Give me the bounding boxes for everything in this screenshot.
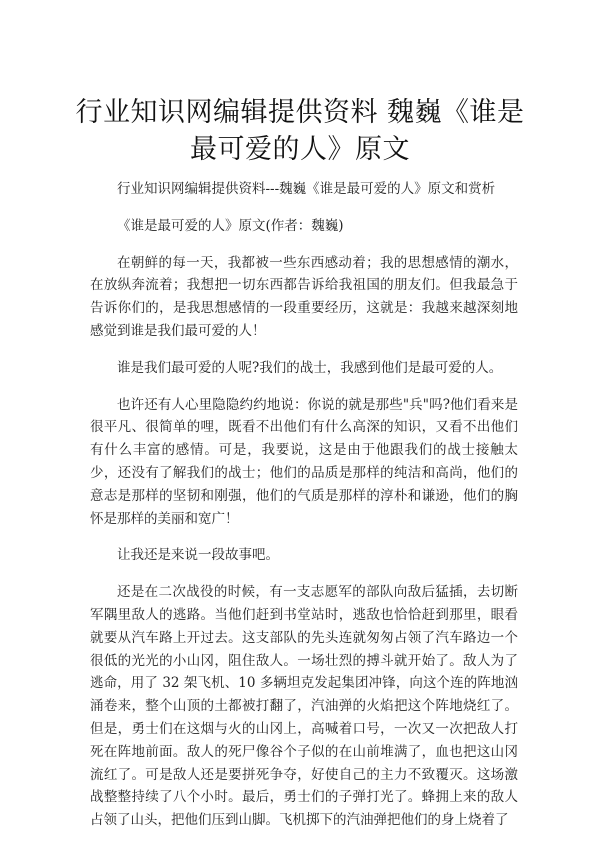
body-paragraph: 还是在二次战役的时候，有一支志愿军的部队向敌后猛插，去切断军隅里敌人的逃路。当他们赶到书堂站时，逃敌也恰恰赶到那里，眼看就要从汽车路上开过去。这支部队的先头连就匆匆占领了汽车路边一个很低的光光的小山冈，阻住敌人。一场壮烈的搏斗就开始了。敌人为了逃命，用了 32 架飞机、10 多辆坦克发起集团冲锋，向这个连的阵地汹涌卷来，整个山顶的土都被打翻了，汽油弹的火焰把这个阵地烧红了。但是，勇士们在这烟与火的山冈上，高喊着口号，一次又一次把敌人打死在阵地前面。敌人的死尸像谷个子似的在山前堆满了，血也把这山冈流红了。可是敌人还是要拼死争夺，好使自己的主力不致覆灭。这场激战整整持续了八个小时。最后，勇士们的子弹打光了。蜂拥上来的敌人占领了山头，把他们压到山脚。飞机掷下的汽油弹把他们的身上烧着了	[90, 584, 518, 829]
author-line: 《谁是最可爱的人》原文(作者：魏巍)	[117, 217, 344, 234]
subtitle-paragraph: 行业知识网编辑提供资料---魏巍《谁是最可爱的人》原文和赏析	[117, 181, 496, 197]
title-line-1: 行业知识网编辑提供资料 魏巍《谁是	[75, 97, 525, 129]
document-title	[60, 94, 540, 168]
title-line-2: 最可爱的人》原文	[190, 134, 410, 166]
body-paragraph: 谁是我们最可爱的人呢?我们的战士，我感到他们是最可爱的人。	[117, 359, 503, 376]
document-body	[90, 178, 518, 846]
body-paragraph: 让我还是来说一段故事吧。	[117, 547, 279, 564]
body-paragraph: 在朝鲜的每一天，我都被一些东西感动着；我的思想感情的潮水，在放纵奔流着；我想把一切东西都告诉给我祖国的朋友们。但我最急于告诉你们的，是我思想感情的一段重要经历，这就是：我越来越深刻地感觉到谁是我们最可爱的人！	[90, 254, 518, 339]
body-paragraph: 也许还有人心里隐隐约约地说：你说的就是那些"兵"吗?他们看来是很平凡、很简单的哩，既看不出他们有什么高深的知识，又看不出他们有什么丰富的感情。可是，我要说，这是由于他跟我们的战士接触太少，还没有了解我们的战士；他们的品质是那样的纯洁和高尚，他们的意志是那样的坚韧和刚强，他们的气质是那样的淳朴和谦逊，他们的胸怀是那样的美丽和宽广！	[90, 396, 518, 527]
